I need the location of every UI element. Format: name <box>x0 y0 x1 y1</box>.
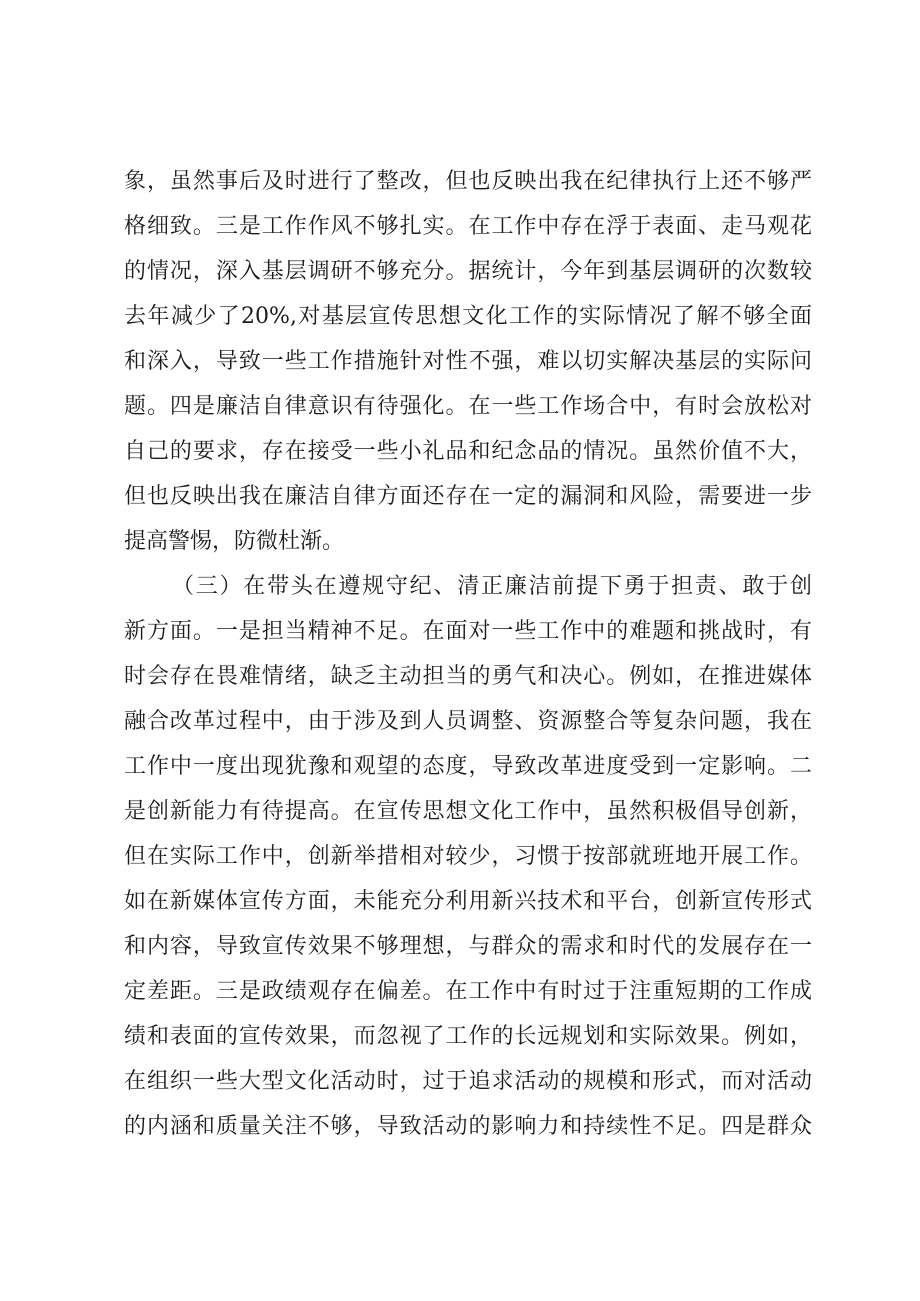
paragraph-2-line-2: 新方面。一是担当精神不足。在面对一些工作中的难题和挑战时，有 <box>124 619 812 644</box>
paragraph-1-line-1: 象，虽然事后及时进行了整改，但也反映出我在纪律执行上还不够严 <box>124 169 812 194</box>
paragraph-1-line-7: 自己的要求，存在接受一些小礼品和纪念品的情况。虽然价值不大， <box>124 439 812 464</box>
paragraph-1-line-2: 格细致。三是工作作风不够扎实。在工作中存在浮于表面、走马观花 <box>124 214 812 239</box>
paragraph-1-line-6: 题。四是廉洁自律意识有待强化。在一些工作场合中，有时会放松对 <box>124 394 812 419</box>
paragraph-2-line-8: 如在新媒体宣传方面，未能充分利用新兴技术和平台，创新宣传形式 <box>124 889 812 914</box>
paragraph-2-line-9: 和内容，导致宣传效果不够理想，与群众的需求和时代的发展存在一 <box>124 934 812 959</box>
paragraph-1-line-3: 的情况，深入基层调研不够充分。据统计，今年到基层调研的次数较 <box>124 259 812 284</box>
paragraph-2-line-1: （三）在带头在遵规守纪、清正廉洁前提下勇于担责、敢于创 <box>172 574 812 599</box>
paragraph-2-line-5: 工作中一度出现犹豫和观望的态度，导致改革进度受到一定影响。二 <box>124 754 812 779</box>
paragraph-2-line-7: 但在实际工作中，创新举措相对较少，习惯于按部就班地开展工作。 <box>124 844 812 869</box>
paragraph-2-line-13: 的内涵和质量关注不够，导致活动的影响力和持续性不足。四是群众 <box>124 1114 812 1139</box>
paragraph-1-line-9: 提高警惕，防微杜渐。 <box>124 529 345 554</box>
paragraph-1-line-8: 但也反映出我在廉洁自律方面还存在一定的漏洞和风险，需要进一步 <box>124 484 812 509</box>
paragraph-2-line-11: 绩和表面的宣传效果，而忽视了工作的长远规划和实际效果。例如， <box>124 1024 812 1049</box>
paragraph-1-line-4: 去年减少了20%,对基层宣传思想文化工作的实际情况了解不够全面 <box>124 304 812 329</box>
paragraph-2-line-4: 融合改革过程中，由于涉及到人员调整、资源整合等复杂问题，我在 <box>124 709 812 734</box>
paragraph-2-line-3: 时会存在畏难情绪，缺乏主动担当的勇气和决心。例如，在推进媒体 <box>124 664 812 689</box>
paragraph-2-line-12: 在组织一些大型文化活动时，过于追求活动的规模和形式，而对活动 <box>124 1069 812 1094</box>
paragraph-2-line-10: 定差距。三是政绩观存在偏差。在工作中有时过于注重短期的工作成 <box>124 979 812 1004</box>
paragraph-1-line-5: 和深入，导致一些工作措施针对性不强，难以切实解决基层的实际问 <box>124 349 812 374</box>
paragraph-2-line-6: 是创新能力有待提高。在宣传思想文化工作中，虽然积极倡导创新， <box>124 799 812 824</box>
